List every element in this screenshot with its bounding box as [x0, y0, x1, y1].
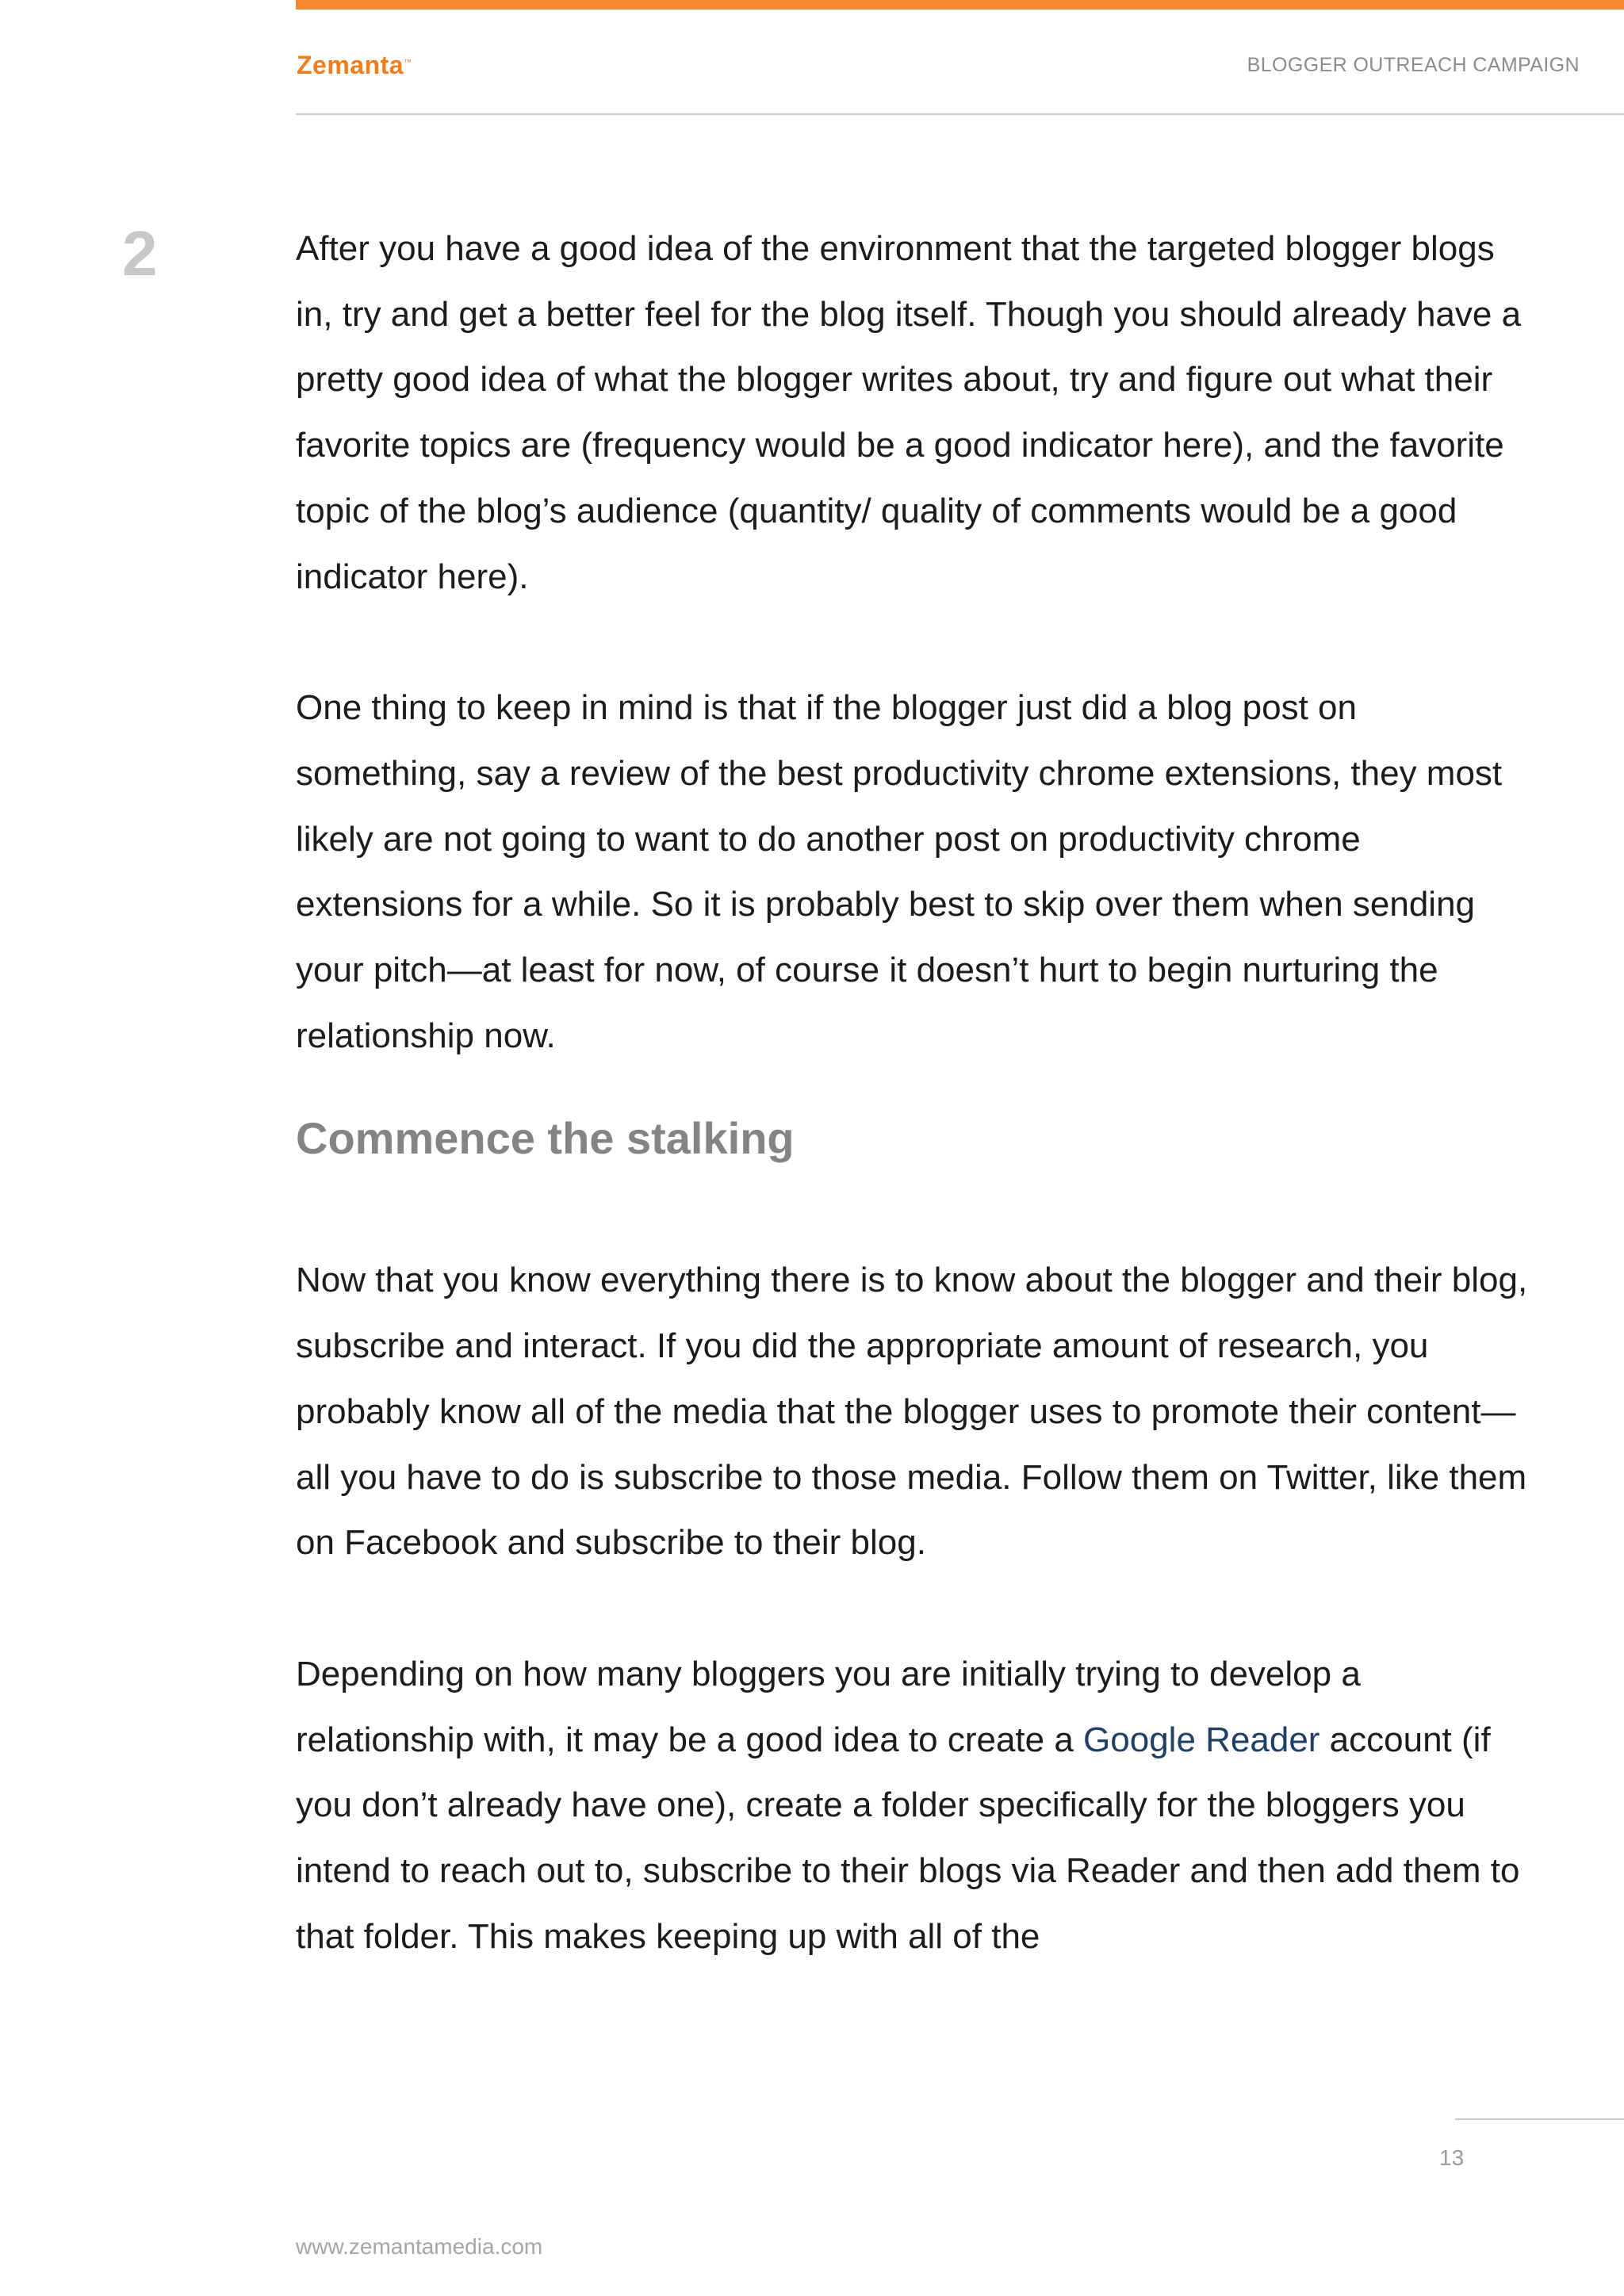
- header-divider: [296, 113, 1624, 115]
- zemanta-logo[interactable]: [297, 51, 412, 80]
- google-reader-link[interactable]: Google Reader: [1083, 1720, 1320, 1759]
- paragraph: After you have a good idea of the environment that the targeted blogger blogs in, try and get a better feel for the blog itself. Though you should already have a pretty good idea of what the blogger writes about, try and figure out what their favorite topics are (frequency would be a good indicator here), and the favorite topic of the blog’s audience (quantity/ quality of comments would be a good indicator here).: [296, 229, 1522, 596]
- document-title: BLOGGER OUTREACH CAMPAIGN: [1247, 54, 1580, 76]
- main-content: [296, 216, 1533, 1969]
- paragraph-text: Depending on how many bloggers you are initially trying to develop a relationship with, it may be a good idea to create a: [296, 1654, 1361, 1759]
- paragraph-text: account (if you don’t already have one), create a folder specifically for the bloggers you intend to reach out to, subscribe to their blogs via Reader and then add them to that folder. This makes keeping up with all of the: [296, 1720, 1520, 1956]
- step-number: 2: [122, 218, 158, 289]
- page-number: 13: [1439, 2145, 1465, 2170]
- logo-trademark: ™: [404, 58, 412, 67]
- paragraph: One thing to keep in mind is that if the blogger just did a blog post on something, say a review of the best productivity chrome extensions, they most likely are not going to want to do another post on productivity chrome extensions for a while. So it is probably best to skip over them when sending your pitch—at least for now, of course it doesn’t hurt to begin nurturing the relationship now.: [296, 688, 1503, 1055]
- footer-divider: [1455, 2118, 1624, 2120]
- header-accent-bar: [296, 0, 1624, 10]
- paragraph: Now that you know everything there is to know about the blogger and their blog, subscribe and interact. If you did the appropriate amount of research, you probably know all of the media that the blogger uses to promote their content—all you have to do is subscribe to those media. Follow them on Twitter, like them on Facebook and subscribe to their blog.: [296, 1261, 1528, 1563]
- footer-url[interactable]: www.zemantamedia.com: [296, 2234, 543, 2259]
- paragraph-with-link: [296, 1642, 1533, 1970]
- logo-text: Zemanta: [297, 51, 404, 79]
- section-heading: Commence the stalking: [296, 1113, 795, 1164]
